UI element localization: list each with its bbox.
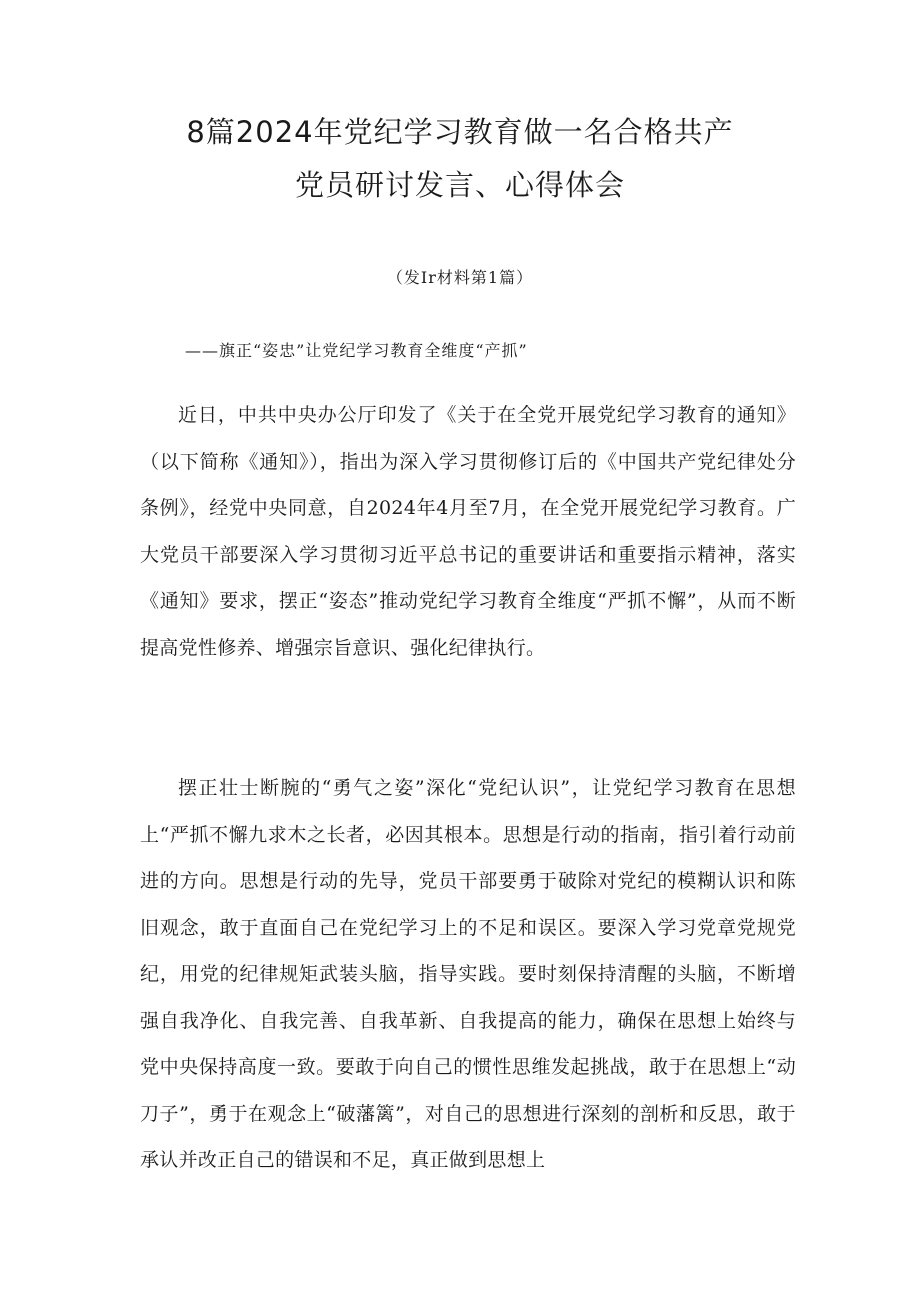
body-paragraph-1: 近日，中共中央办公厅印发了《关于在全党开展党纪学习教育的通知》（以下简称《通知》），指出为深入学习贯彻修订后的《中国共产党纪律处分条例》，经党中央同意，自2024年4月至7月，在全党开展党纪学习教育。广大党员干部要深入学习贯彻习近平总书记的重要讲话和重要指示精神，落实《通知》要求，摆正“姿态”推动党纪学习教育全维度“严抓不懈”，从而不断提高党性修养、增强宗旨意识、强化纪律执行。: [140, 404, 796, 659]
document-subtitle: （发Ir材料第1篇）: [386, 268, 534, 287]
document-title-line-2: 党员研讨发言、心得体会: [294, 168, 625, 202]
document-epigraph: ——旗正“姿忠”让党纪学习教育全维度“产抓”: [185, 341, 528, 360]
document-title-line-1: 8篇2024年党纪学习教育做一名合格共产: [186, 115, 734, 149]
body-paragraph-2: 摆正壮士断腕的“勇气之姿”深化“党纪认识”，让党纪学习教育在思想上“严抓不懈九求木之长者，必因其根本。思想是行动的指南，指引着行动前进的方向。思想是行动的先导，党员干部要勇于破除对党纪的模糊认识和陈旧观念，敢于直面自己在党纪学习上的不足和误区。要深入学习党章党规党纪，用党的纪律规矩武装头脑，指导实践。要时刻保持清醒的头脑，不断增强自我净化、自我完善、自我革新、自我提高的能力，确保在思想上始终与党中央保持高度一致。要敢于向自己的惯性思维发起挑战，敢于在思想上“动刀子”，勇于在观念上“破藩篱”，对自己的思想进行深刻的剖析和反思，敢于承认并改正自己的错误和不足，真正做到思想上: [140, 777, 796, 1171]
